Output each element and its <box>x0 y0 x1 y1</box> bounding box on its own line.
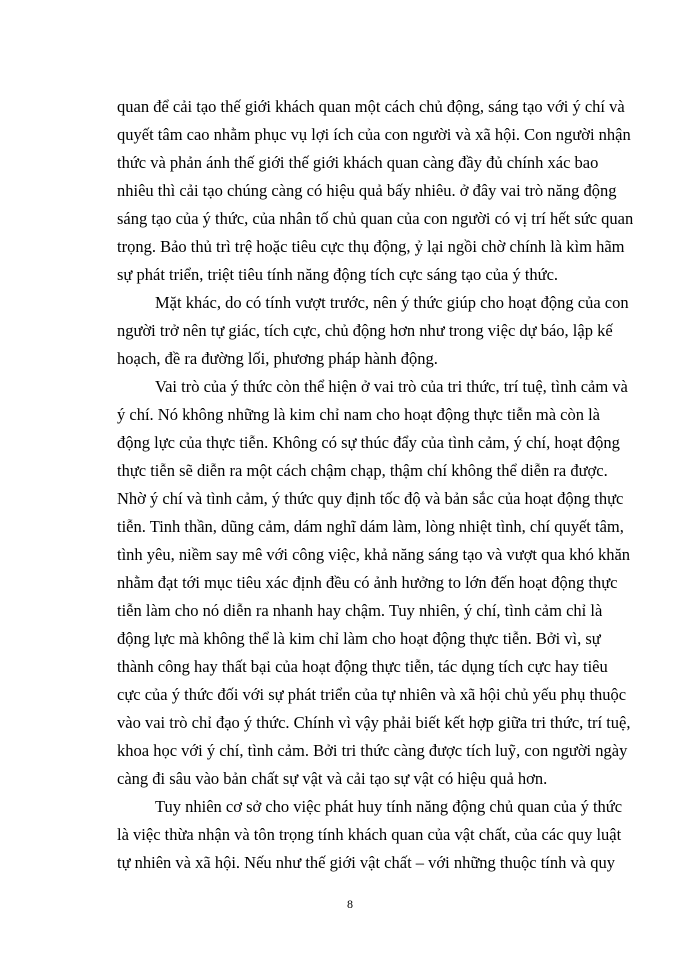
text-line: trọng. Bảo thủ trì trệ hoặc tiêu cực thụ động, ỷ lại ngồi chờ chính là kìm hãm <box>117 237 625 256</box>
text-line: vào vai trò chỉ đạo ý thức. Chính vì vậy phải biết kết hợp giữa tri thức, trí tuệ, <box>117 713 631 732</box>
text-line: hoạch, đề ra đường lối, phương pháp hành động. <box>117 349 438 368</box>
text-line: Nhờ ý chí và tình cảm, ý thức quy định tốc độ và bản sắc của hoạt động thực <box>117 489 624 508</box>
text-line: thành công hay thất bại của hoạt động thực tiễn, tác dụng tích cực hay tiêu <box>117 657 608 676</box>
text-line: nhiêu thì cải tạo chúng càng có hiệu quả bấy nhiêu. ở đây vai trò năng động <box>117 181 617 200</box>
text-line: tự nhiên và xã hội. Nếu như thế giới vật chất – với những thuộc tính và quy <box>117 853 615 872</box>
text-line: là việc thừa nhận và tôn trọng tính khách quan của vật chất, của các quy luật <box>117 825 622 844</box>
text-line: cực của ý thức đối với sự phát triển của tự nhiên và xã hội chủ yếu phụ thuộc <box>117 685 627 704</box>
text-line: ý chí. Nó không những là kim chỉ nam cho hoạt động thực tiễn mà còn là <box>117 405 600 424</box>
body-text <box>117 93 634 877</box>
page-number: 8 <box>347 897 353 911</box>
text-line: Mặt khác, do có tính vượt trước, nên ý thức giúp cho hoạt động của con <box>155 293 629 312</box>
text-line: tiễn làm cho nó diễn ra nhanh hay chậm. Tuy nhiên, ý chí, tình cảm chỉ là <box>117 601 603 620</box>
paragraph-1 <box>117 93 634 289</box>
text-line: Vai trò của ý thức còn thể hiện ở vai trò của tri thức, trí tuệ, tình cảm và <box>155 377 628 396</box>
text-line: người trở nên tự giác, tích cực, chủ động hơn như trong việc dự báo, lập kế <box>117 321 613 340</box>
text-line: quan để cải tạo thế giới khách quan một cách chủ động, sáng tạo với ý chí và <box>117 97 625 116</box>
text-line: tình yêu, niềm say mê với công việc, khả năng sáng tạo và vượt qua khó khăn <box>117 545 631 564</box>
text-line: thức và phản ánh thế giới thế giới khách quan càng đầy đủ chính xác bao <box>117 153 599 172</box>
text-line: động lực mà không thể là kim chỉ làm cho hoạt động thực tiễn. Bởi vì, sự <box>117 629 601 648</box>
text-line: Tuy nhiên cơ sở cho việc phát huy tính năng động chủ quan của ý thức <box>155 797 623 816</box>
text-line: nhằm đạt tới mục tiêu xác định đều có ảnh hưởng to lớn đến hoạt động thực <box>117 573 618 592</box>
paragraph-3 <box>117 373 631 793</box>
paragraph-2 <box>117 289 629 373</box>
paragraph-4 <box>117 793 623 877</box>
text-line: động lực của thực tiễn. Không có sự thúc đẩy của tình cảm, ý chí, hoạt động <box>117 433 620 452</box>
text-line: tiễn. Tinh thần, dũng cảm, dám nghĩ dám làm, lòng nhiệt tình, chí quyết tâm, <box>117 517 624 536</box>
text-line: khoa học với ý chí, tình cảm. Bởi tri thức càng được tích luỹ, con người ngày <box>117 741 628 760</box>
text-line: sáng tạo của ý thức, của nhân tố chủ quan của con người có vị trí hết sức quan <box>117 209 634 228</box>
text-line: thực tiễn sẽ diễn ra một cách chậm chạp, thậm chí không thể diễn ra được. <box>117 461 608 480</box>
text-line: quyết tâm cao nhằm phục vụ lợi ích của con người và xã hội. Con người nhận <box>117 125 631 144</box>
text-line: sự phát triển, triệt tiêu tính năng động tích cực sáng tạo của ý thức. <box>117 265 559 284</box>
text-line: càng đi sâu vào bản chất sự vật và cải tạo sự vật có hiệu quả hơn. <box>117 769 548 788</box>
